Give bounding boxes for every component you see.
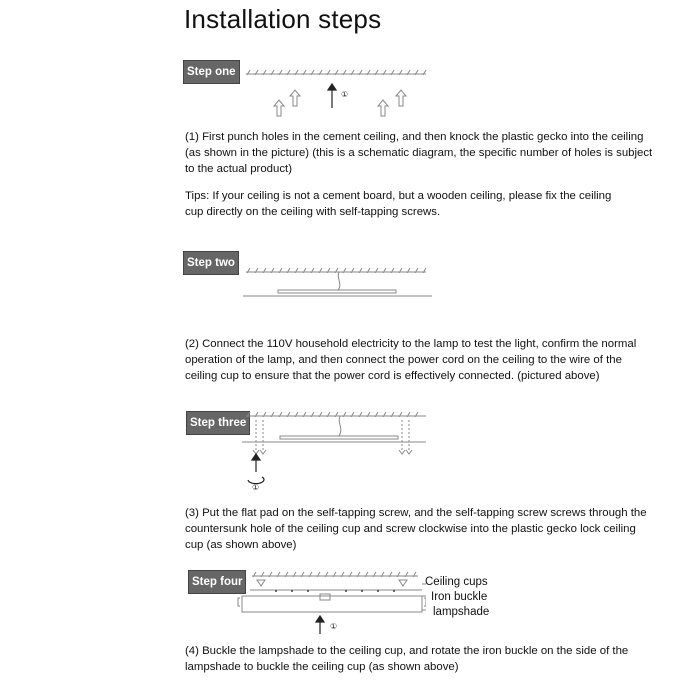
step-three-badge: Step three [186,411,250,435]
page-title: Installation steps [184,4,382,34]
step-two-badge: Step two [183,251,239,275]
label-ceiling-cups: Ceiling cups [425,576,488,588]
step-four-description: (4) Buckle the lampshade to the ceiling cup, and rotate the iron buckle on the side of the lampshade to buckle the ceiling cup (as shown above) [185,645,629,673]
step-two-description: (2) Connect the 110V household electricity to the lamp to test the light, confirm the normal operation of the lamp, and then connect the power cord on the ceiling to the wire of the ceiling cup to ensure that the power cord is effectively connected. (pictured above) [185,338,637,382]
step-one-badge: Step one [183,60,240,84]
step-one-diagram [240,62,440,117]
step-two-diagram [240,258,440,303]
step-four-number: ① [330,622,338,631]
step-three-diagram [236,406,436,494]
step-three-description: (3) Put the flat pad on the self-tapping screw, and the self-tapping screw screws through the countersunk hole of the ceiling cup and screw clockwise into the plastic gecko lock ceiling cup (as shown above) [185,507,647,551]
step-one-number: ① [341,90,349,99]
step-three-number: ① [252,483,260,492]
step-four-diagram [236,566,426,636]
label-iron-buckle: Iron buckle [431,591,488,603]
step-four-badge: Step four [188,570,246,594]
step-one-description: (1) First punch holes in the cement ceiling, and then knock the plastic gecko into the ceiling (as shown in the picture) (this is a schematic diagram, the specific number of holes is subject to the actual product) [185,131,653,175]
step-one-tip: Tips: If your ceiling is not a cement board, but a wooden ceiling, please fix the ceiling cup directly on the ceiling with self-tapping screws. [185,190,612,218]
label-lampshade: lampshade [433,606,490,618]
